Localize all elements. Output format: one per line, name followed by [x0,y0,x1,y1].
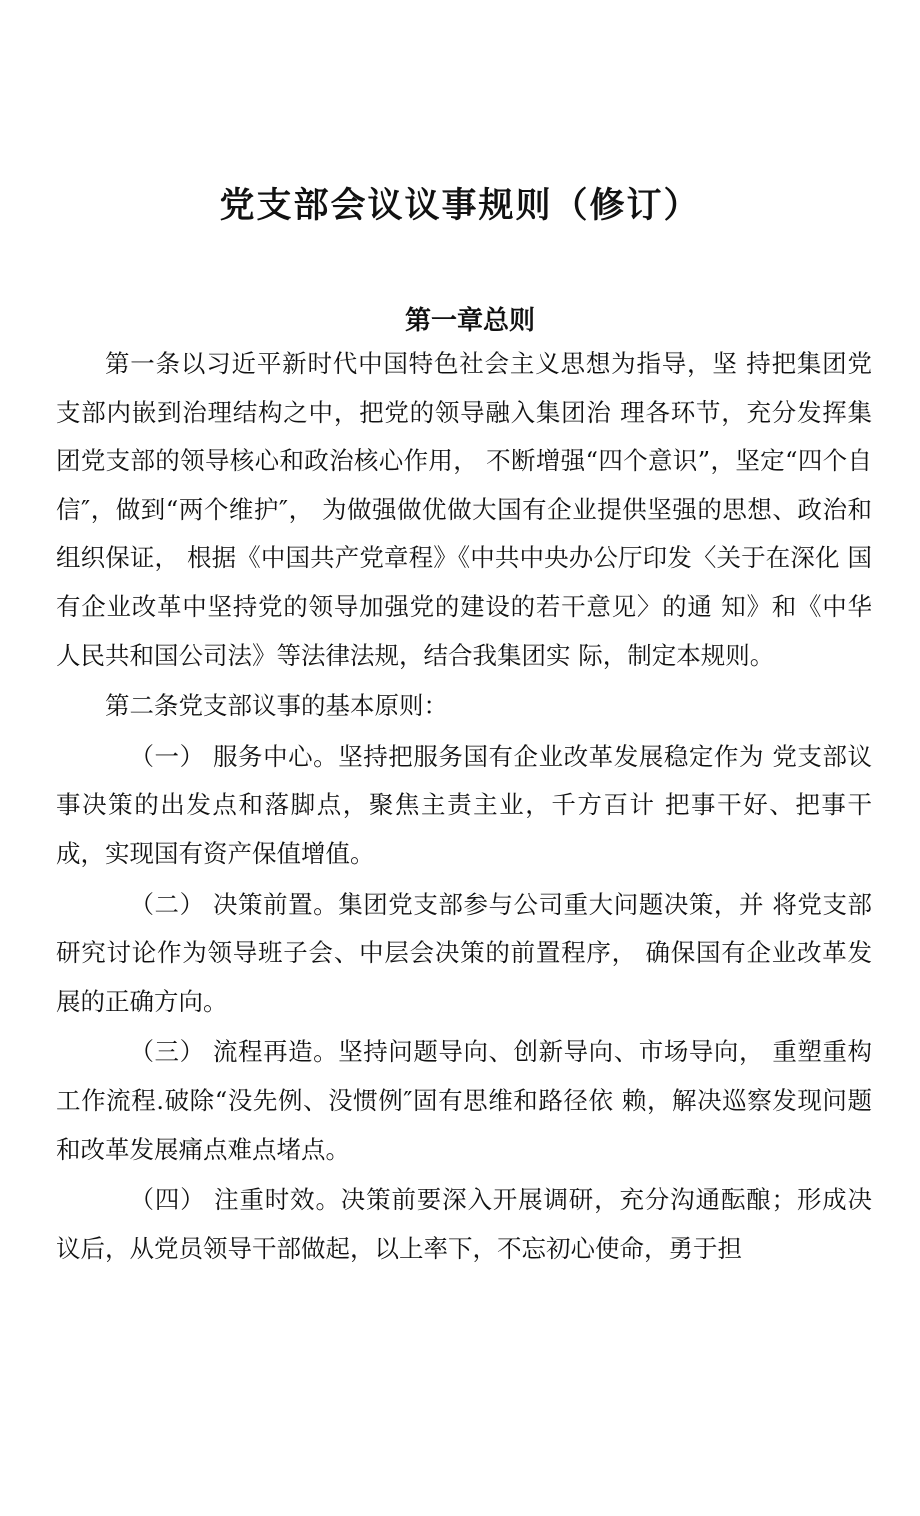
principle-4-paragraph: （四） 注重时效。决策前要深入开展调研，充分沟通酝酿；形成决议后，从党员领导干部做起，以上率下，不忘初心使命，勇于担 [56,1185,872,1263]
article-2-paragraph: 第二条党支部议事的基本原则： [105,691,448,721]
principle-1-paragraph: （一） 服务中心。坚持把服务国有企业改革发展稳定作为 党支部议事决策的出发点和落脚点，聚焦主责主业，千方百计 把事干好、把事干成，实现国有资产保值增值。 [56,741,872,868]
article-1-paragraph: 第一条以习近平新时代中国特色社会主义思想为指导，坚 持把集团党支部内嵌到治理结构之中，把党的领导融入集团治 理各环节，充分发挥集团党支部的领导核心和政治核心作用， 不断增强“四个意识”，坚定“四个自信″，做到“两个维护″， 为做强做优做大国有企业提供坚强的思想、政治和组织保证， 根据《中国共产党章程》《中共中央办公厅印发〈关于在深化 国有企业改革中坚持党的领导加强党的建设的若干意见〉的通 知》和《中华人民共和国公司法》等法律法规，结合我集团实 际，制定本规则。 [56,349,872,670]
principle-3-paragraph: （三） 流程再造。坚持问题导向、创新导向、市场导向， 重塑重构工作流程.破除“没先例、没惯例″固有思维和路径依 赖，解决巡察发现问题和改革发展痛点难点堵点。 [56,1037,872,1164]
document-title: 党支部会议议事规则（修订） [219,186,701,226]
principle-2-paragraph: （二） 决策前置。集团党支部参与公司重大问题决策，并 将党支部研究讨论作为领导班子会、中层会决策的前置程序， 确保国有企业改革发展的正确方向。 [56,889,872,1016]
document-body [56,340,872,1273]
chapter-heading: 第一章总则 [404,306,535,336]
